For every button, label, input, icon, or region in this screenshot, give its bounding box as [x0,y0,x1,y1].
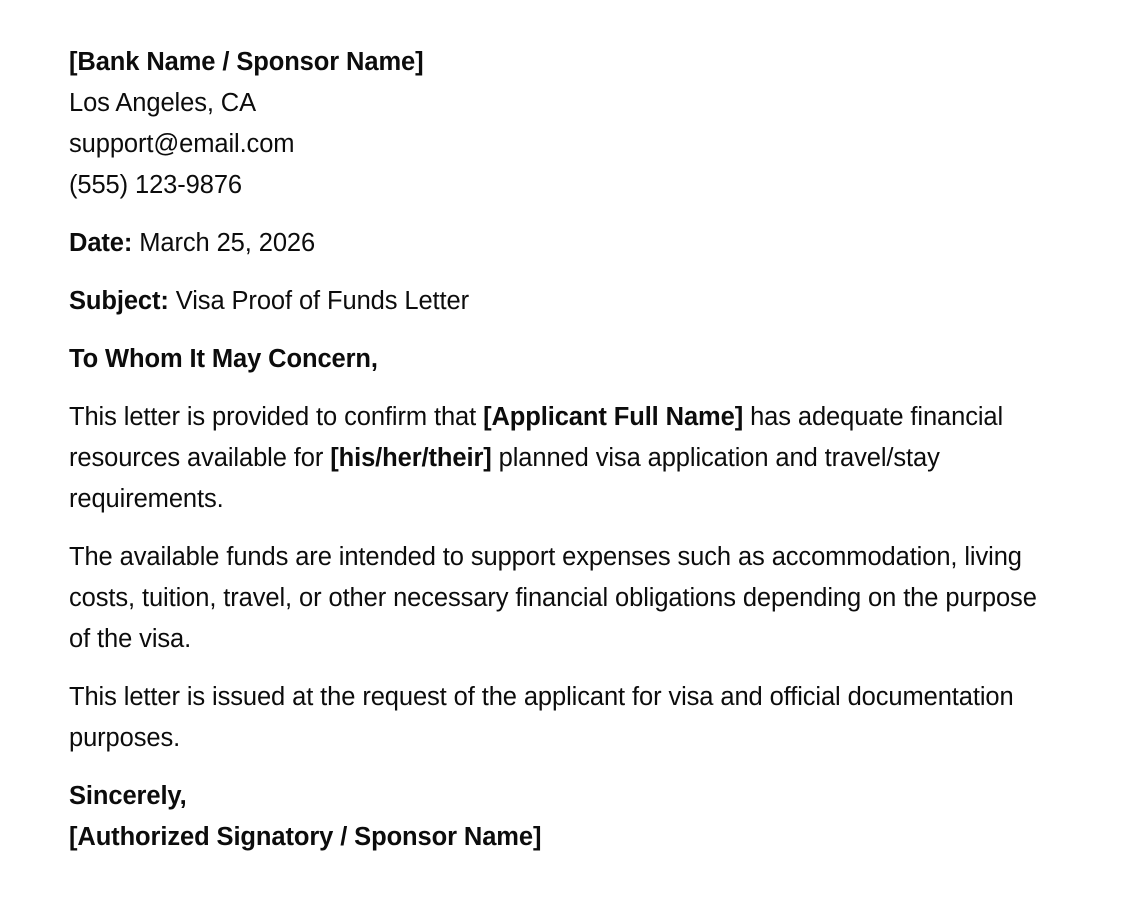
body-paragraph-2: The available funds are intended to support expenses such as accommodation, living costs, tuition, travel, or other necessary financial obligations depending on the purpose of the visa. [69,543,1037,653]
date-value: March 25, 2026 [139,229,316,257]
letterhead-organization: [Bank Name / Sponsor Name] [69,48,424,76]
spacer [69,206,1050,223]
body-paragraph-1 [69,397,1050,520]
letterhead-email: support@email.com [69,130,295,158]
spacer [69,759,1050,776]
salutation: To Whom It May Concern, [69,345,378,373]
date-block [69,223,1050,264]
letterhead-phone: (555) 123-9876 [69,171,242,199]
subject-block [69,281,1050,322]
subject-value: Visa Proof of Funds Letter [175,287,469,315]
spacer [69,264,1050,281]
salutation-block [69,339,1050,380]
subject-label: Subject: [69,287,169,315]
paragraph-1-text-part-3: planned visa application and travel/stay requirements. [69,444,940,513]
letterhead-city-state: Los Angeles, CA [69,89,257,117]
date-line [69,223,1050,264]
letterhead-block [69,42,1050,206]
date-label: Date: [69,229,133,257]
spacer [69,380,1050,397]
body-paragraph-3: This letter is issued at the request of the applicant for visa and official documentation purposes. [69,683,1014,752]
paragraph-1-text-part-1: This letter is provided to confirm that [69,403,484,431]
spacer [69,660,1050,677]
spacer [69,322,1050,339]
applicant-name-placeholder: [Applicant Full Name] [483,403,744,431]
closing-valediction: Sincerely, [69,782,187,810]
closing-block [69,776,1050,858]
subject-line [69,281,1050,322]
pronoun-placeholder: [his/her/their] [330,444,492,472]
closing-signatory: [Authorized Signatory / Sponsor Name] [69,823,542,851]
subject-value-spacer [169,287,176,315]
paragraph-1-text-part-2: has adequate financial resources available for [69,403,1004,472]
spacer [69,520,1050,537]
